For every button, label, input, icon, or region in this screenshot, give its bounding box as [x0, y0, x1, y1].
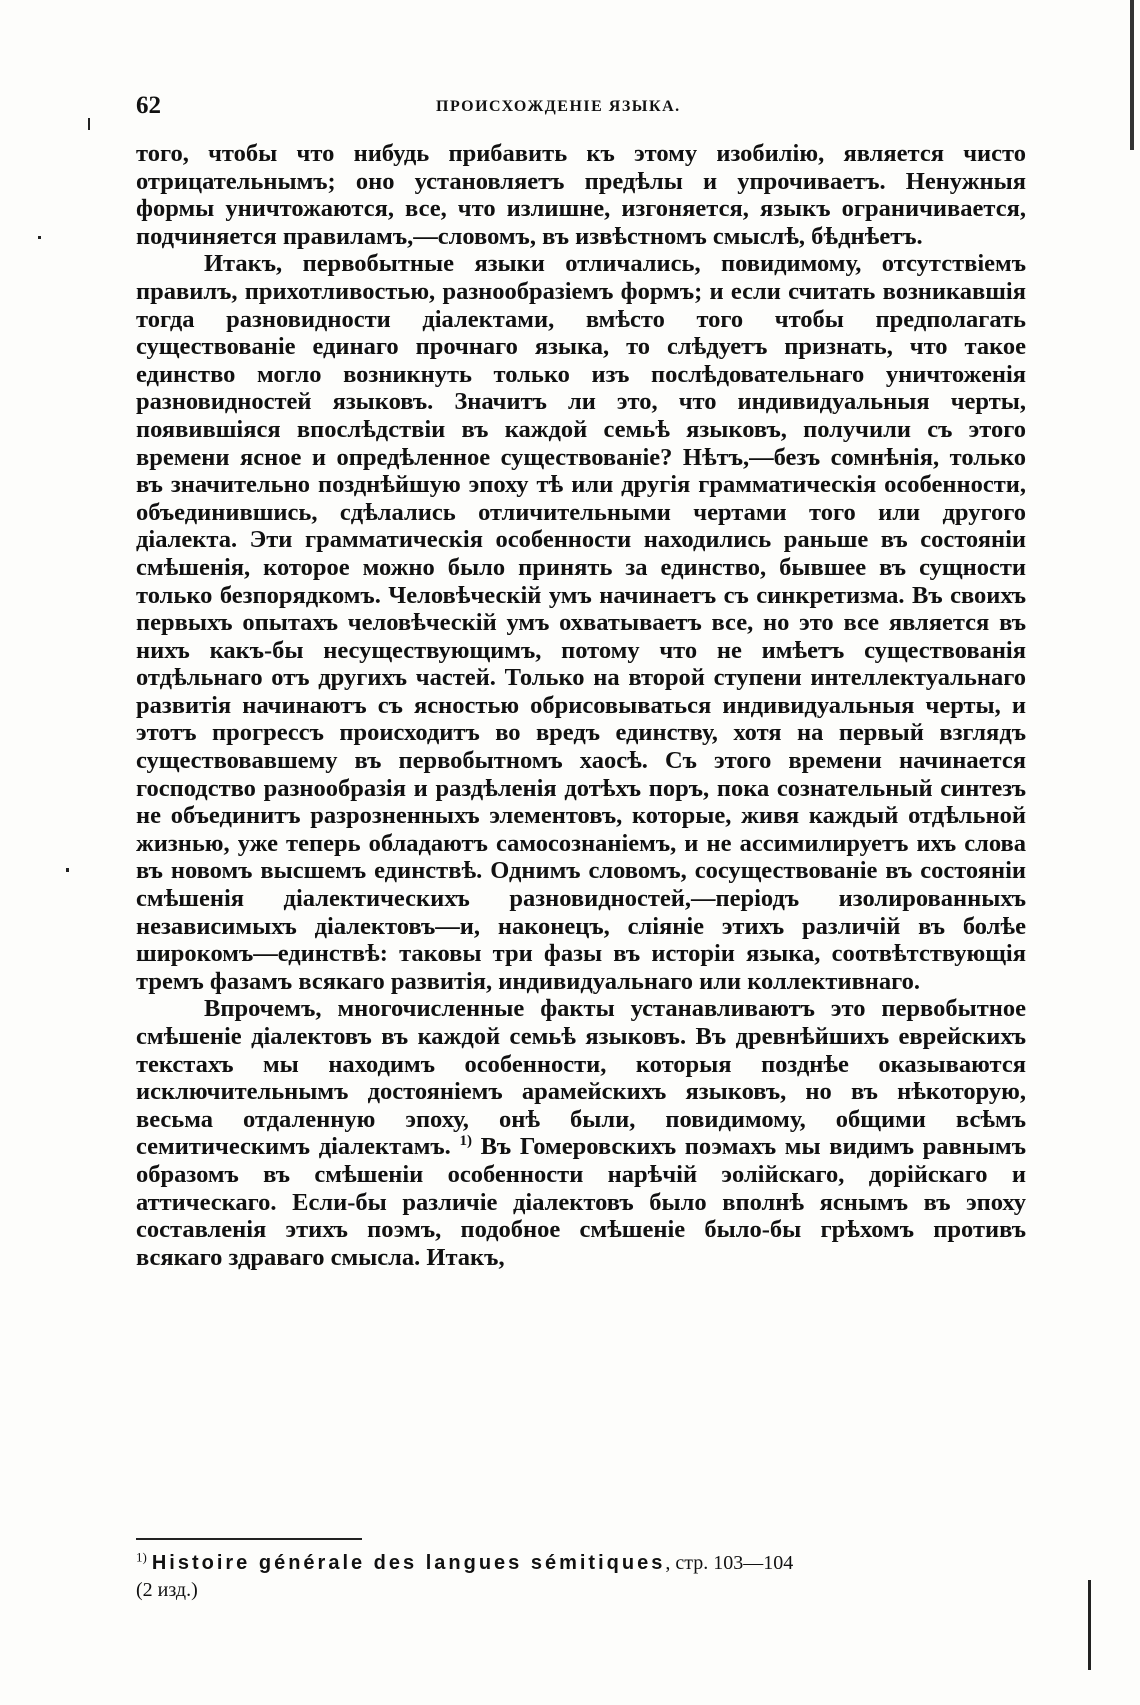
- paragraph-1: того, чтобы что нибудь прибавить къ этому изобилію, является чисто отрицательнымъ; оно установляетъ предѣлы и упрочиваетъ. Ненужныя формы уничтожаются, все, что излишне, изгоняется, языкъ ограничивается, подчиняется правиламъ,—словомъ, въ извѣстномъ смыслѣ, бѣднѣетъ.: [136, 140, 1026, 250]
- footnote: [136, 1550, 1026, 1604]
- page-header: [136, 92, 1026, 122]
- running-title: ПРОИСХОЖДЕНІЕ ЯЗЫКА.: [436, 98, 681, 115]
- body-text: [136, 140, 1026, 1271]
- paragraph-3-text: Впрочемъ, многочисленные факты устанавливаютъ это первобытное смѣшеніе діалектовъ въ каждой семьѣ языковъ. Въ древнѣйшихъ еврейскихъ текстахъ мы находимъ особенности, которыя позднѣе оказываются исключительнымъ достояніемъ арамейскихъ языковъ, но въ нѣкоторую, весьма отдаленную эпоху, онѣ были, повидимому, общими всѣмъ семитическимъ діалектамъ.: [136, 995, 1026, 1161]
- footnote-title: Histoire générale des langues sémitiques: [151, 1552, 666, 1574]
- footnote-pages: , стр. 103—104: [665, 1552, 794, 1574]
- margin-tick: [88, 118, 90, 130]
- footnote-reference[interactable]: 1): [459, 1133, 472, 1150]
- page-number: 62: [136, 92, 161, 119]
- footnote-divider: [136, 1538, 362, 1540]
- footnote-mark: 1): [136, 1549, 147, 1565]
- paragraph-3: [136, 995, 1026, 1271]
- footnote-edition: (2 изд.): [136, 1579, 198, 1601]
- margin-dot: [38, 236, 41, 239]
- paragraph-2: Итакъ, первобытные языки отличались, повидимому, отсутствіемъ правилъ, прихотливостью, разнообразіемъ формъ; и если считать возникавшія тогда разновидности діалектами, вмѣсто того чтобы предполагать существованіе единаго прочнаго языка, то слѣдуетъ признать, что такое единство могло возникнуть только изъ послѣдовательнаго уничтоженія разновидностей языковъ. Значитъ ли это, что индивидуальныя черты, появившіяся впослѣдствіи въ каждой семьѣ языковъ, получили съ этого времени ясное и опредѣленное существованіе? Нѣтъ,—безъ сомнѣнія, только въ значительно позднѣйшую эпоху тѣ или другія грамматическія особенности, объединившись, сдѣлались отличительными чертами того или другого діалекта. Эти грамматическія особенности находились раньше въ состояніи смѣшенія, которое можно было принять за единство, бывшее въ сущности только безпорядкомъ. Человѣческій умъ начинаетъ съ синкретизма. Въ своихъ первыхъ опытахъ человѣческій умъ охватываетъ все, но это все является въ нихъ какъ-бы несуществующимъ, потому что не имѣетъ существованія отдѣльнаго отъ другихъ частей. Только на второй ступени интеллектуальнаго развитія начинаютъ съ ясностью обрисовываться индивидуальныя черты, и этотъ прогрессъ происходитъ во вредъ единству, хотя на первый взглядъ существовавшему въ первобытномъ хаосѣ. Съ этого времени начинается господство разнообразія и раздѣленія дотѣхъ поръ, пока сознательный синтезъ не объединитъ разрозненныхъ элементовъ, которые, живя каждый отдѣльной жизнью, уже теперь обладаютъ самосознаніемъ, и не ассимилируетъ ихъ слова въ новомъ высшемъ единствѣ. Однимъ словомъ, сосуществованіе въ состояніи смѣшенія діалектическихъ разновидностей,—періодъ изолированныхъ независимыхъ діалектовъ—и, наконецъ, сліяніе этихъ различій въ болѣе широкомъ—единствѣ: таковы три фазы въ исторіи языка, соотвѣтствующія тремъ фазамъ всякаго развитія, индивидуальнаго или коллективнаго.: [136, 250, 1026, 995]
- page-edge-mark: [1130, 0, 1134, 150]
- paragraph-3-continuation: Въ Гомеровскихъ поэмахъ мы видимъ равнымъ образомъ въ смѣшеніи особенности нарѣчій эолійскаго, дорійскаго и аттическаго. Если-бы различіе діалектовъ было вполнѣ яснымъ въ эпоху составленія этихъ поэмъ, подобное смѣшеніе было-бы грѣхомъ противъ всякаго здраваго смысла. Итакъ,: [136, 1133, 1027, 1271]
- margin-dot: [66, 868, 69, 872]
- margin-bracket: [1088, 1580, 1091, 1670]
